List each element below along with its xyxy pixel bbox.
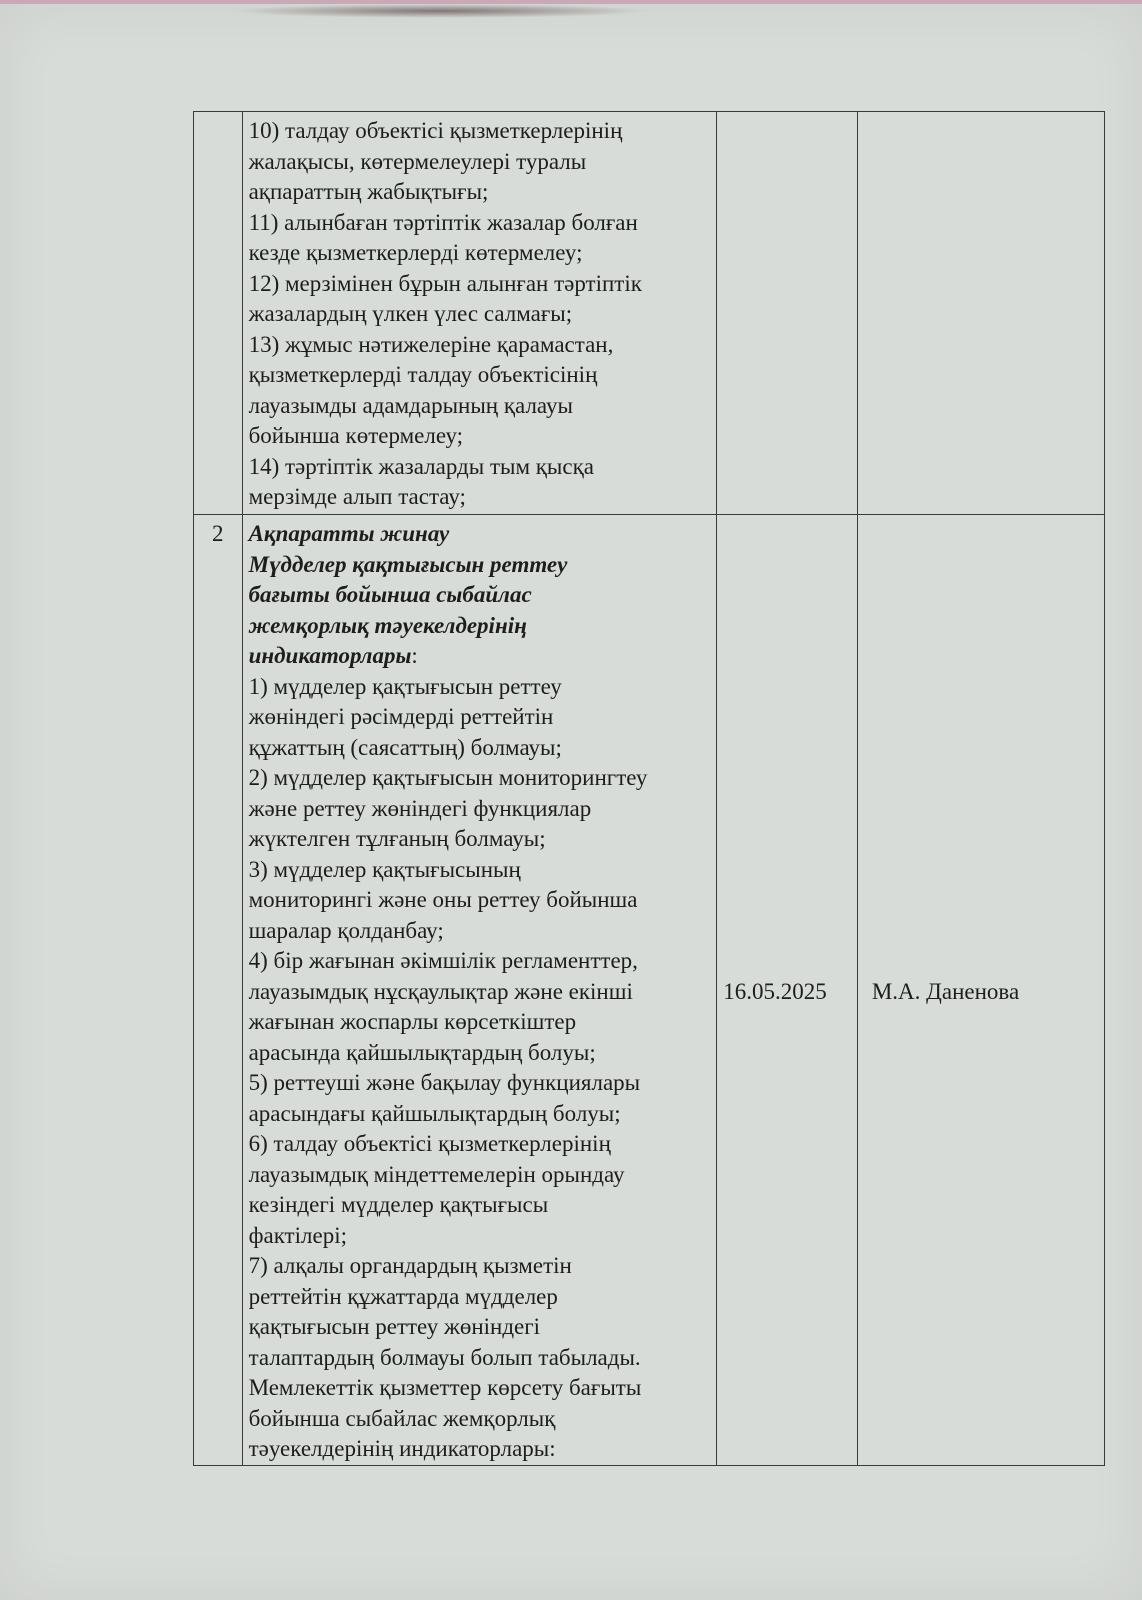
row-number-cell: 2 bbox=[194, 515, 243, 1466]
text-line: 14) тәртіптік жазаларды тым қысқа bbox=[248, 453, 594, 479]
description-lines bbox=[249, 116, 711, 513]
text-line: арасындағы қайшылықтардың болуы; bbox=[248, 1100, 621, 1126]
text-line: бойынша сыбайлас жемқорлық bbox=[248, 1405, 556, 1431]
text-line: кезіндегі мүдделер қақтығысы bbox=[248, 1192, 549, 1217]
text-line: бойынша көтермелеу; bbox=[248, 423, 464, 448]
date-cell bbox=[717, 112, 858, 515]
description-cell bbox=[242, 112, 717, 515]
heading-line bbox=[249, 519, 711, 550]
date-cell: 16.05.2025 bbox=[717, 515, 858, 1466]
heading-text: индикаторлары bbox=[248, 643, 412, 668]
text-line: құжаттың (саясаттың) болмауы; bbox=[248, 734, 562, 760]
responsible-cell bbox=[857, 112, 1104, 515]
text-line: жағынан жоспарлы көрсеткіштер bbox=[248, 1009, 577, 1034]
section-heading bbox=[249, 519, 711, 672]
text-line: және реттеу жөніндегі функциялар bbox=[248, 795, 592, 821]
text-line: 12) мерзімінен бұрын алынған тәртіптік bbox=[248, 270, 642, 296]
heading-text: бағыты бойынша сыбайлас bbox=[248, 582, 532, 607]
heading-text: Ақпаратты жинау bbox=[248, 521, 450, 546]
table-row bbox=[194, 112, 1105, 515]
text-line: мерзімде алып тастау; bbox=[248, 484, 466, 509]
text-line: тәуекелдерінің индикаторлары: bbox=[248, 1436, 556, 1461]
plan-table bbox=[193, 111, 1105, 1466]
heading-line bbox=[249, 550, 711, 581]
text-line: 1) мүдделер қақтығысын реттеу bbox=[248, 673, 562, 699]
text-line: 10) талдау объектісі қызметкерлерінің bbox=[248, 118, 623, 143]
page-top-shadow bbox=[230, 4, 650, 18]
document-page bbox=[0, 4, 1142, 1600]
text-line: ақпараттың жабықтығы; bbox=[248, 179, 489, 204]
text-line: жалақысы, көтермелеулері туралы bbox=[248, 148, 587, 174]
description-lines bbox=[249, 672, 711, 1465]
text-line: 4) бір жағынан әкімшілік регламенттер, bbox=[248, 948, 638, 973]
text-line: лауазымдық нұсқаулықтар және екінші bbox=[248, 978, 633, 1004]
text-line: шаралар қолданбау; bbox=[248, 917, 444, 943]
text-line: лауазымды адамдарының қалауы bbox=[248, 392, 573, 418]
heading-suffix: : bbox=[411, 643, 418, 668]
table-row bbox=[194, 515, 1105, 1466]
text-line: лауазымдық міндеттемелерін орындау bbox=[248, 1161, 625, 1187]
text-line: 13) жұмыс нәтижелеріне қарамастан, bbox=[248, 331, 614, 357]
text-line: қызметкерлерді талдау объектісінің bbox=[248, 362, 598, 387]
text-line: кезде қызметкерлерді көтермелеу; bbox=[248, 240, 583, 265]
text-line: жазалардың үлкен үлес салмағы; bbox=[248, 301, 573, 326]
text-line: Мемлекеттік қызметтер көрсету бағыты bbox=[248, 1375, 642, 1400]
text-line: қақтығысын реттеу жөніндегі bbox=[248, 1314, 541, 1339]
heading-line bbox=[249, 641, 711, 672]
text-line: жүктелген тұлғаның болмауы; bbox=[248, 826, 546, 851]
text-line: 6) талдау объектісі қызметкерлерінің bbox=[248, 1131, 611, 1156]
text-line: реттейтін құжаттарда мүдделер bbox=[248, 1283, 558, 1309]
text-line: 7) алқалы органдардың қызметін bbox=[248, 1253, 572, 1278]
text-line: мониторингі және оны реттеу бойынша bbox=[248, 887, 638, 912]
text-line: 11) алынбаған тәртіптік жазалар болған bbox=[248, 209, 638, 235]
text-line: фактілері; bbox=[248, 1222, 347, 1248]
heading-line bbox=[249, 580, 711, 611]
text-line: арасында қайшылықтардың болуы; bbox=[248, 1039, 596, 1065]
text-line: 5) реттеуші және бақылау функциялары bbox=[248, 1070, 641, 1095]
heading-line bbox=[249, 611, 711, 642]
text-line: талаптардың болмауы болып табылады. bbox=[248, 1344, 641, 1370]
text-line: жөніндегі рәсімдерді реттейтін bbox=[248, 704, 554, 729]
description-cell bbox=[242, 515, 717, 1466]
heading-text: Мүдделер қақтығысын реттеу bbox=[248, 551, 568, 577]
heading-text: жемқорлық тәуекелдерінің bbox=[248, 612, 527, 638]
text-line: 3) мүдделер қақтығысының bbox=[248, 856, 521, 882]
row-number-cell bbox=[194, 112, 243, 515]
text-line: 2) мүдделер қақтығысын мониторингтеу bbox=[248, 765, 648, 790]
responsible-cell: М.А. Даненова bbox=[857, 515, 1104, 1466]
